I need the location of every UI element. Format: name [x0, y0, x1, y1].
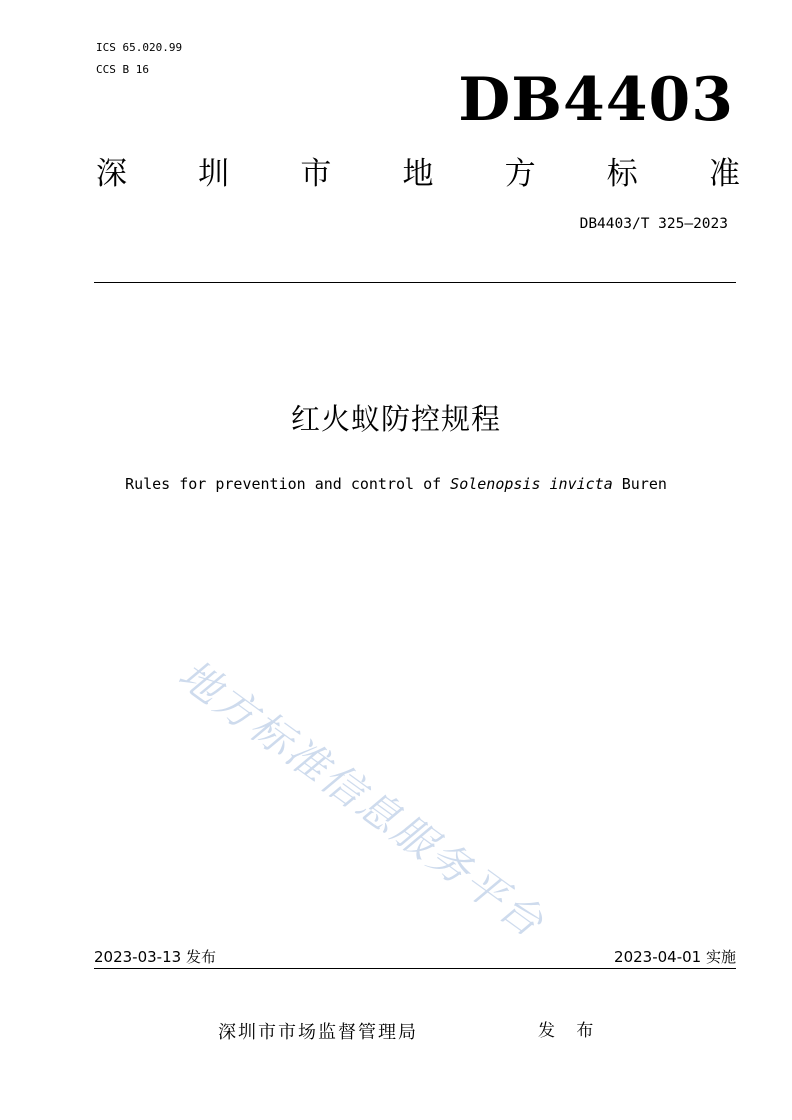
standard-name-char: 准	[708, 156, 740, 192]
standard-name-char: 地	[402, 156, 434, 192]
standard-name-char: 深	[96, 156, 127, 192]
standard-code-logo: DB4403	[458, 65, 734, 135]
standard-name-char: 市	[300, 156, 332, 192]
standard-type-name	[96, 154, 740, 194]
standard-name-char: 标	[606, 156, 638, 192]
issue-date: 2023-03-13 发布	[94, 948, 216, 966]
standard-name-char: 圳	[198, 156, 230, 192]
title-english-prefix: Rules for prevention and control of	[125, 475, 451, 493]
standard-name-char: 方	[504, 156, 536, 192]
document-title-english	[0, 474, 792, 494]
issuing-authority: 深圳市市场监督管理局	[218, 1022, 418, 1043]
ics-code: ICS 65.020.99	[96, 41, 183, 54]
ccs-code: CCS B 16	[96, 63, 149, 76]
document-title-chinese: 红火蚁防控规程	[290, 402, 501, 436]
implementation-date: 2023-04-01 实施	[614, 948, 736, 966]
watermark-text: 地方标准信息服务平台	[169, 650, 554, 948]
issuer-row	[0, 1020, 792, 1046]
species-name-italic: Solenopsis invicta	[450, 475, 613, 493]
title-english-suffix: Buren	[612, 475, 667, 493]
header-divider	[94, 282, 736, 283]
publish-label: 发 布	[538, 1021, 602, 1041]
footer-divider	[94, 968, 736, 969]
standard-number: DB4403/T 325—2023	[579, 216, 728, 232]
